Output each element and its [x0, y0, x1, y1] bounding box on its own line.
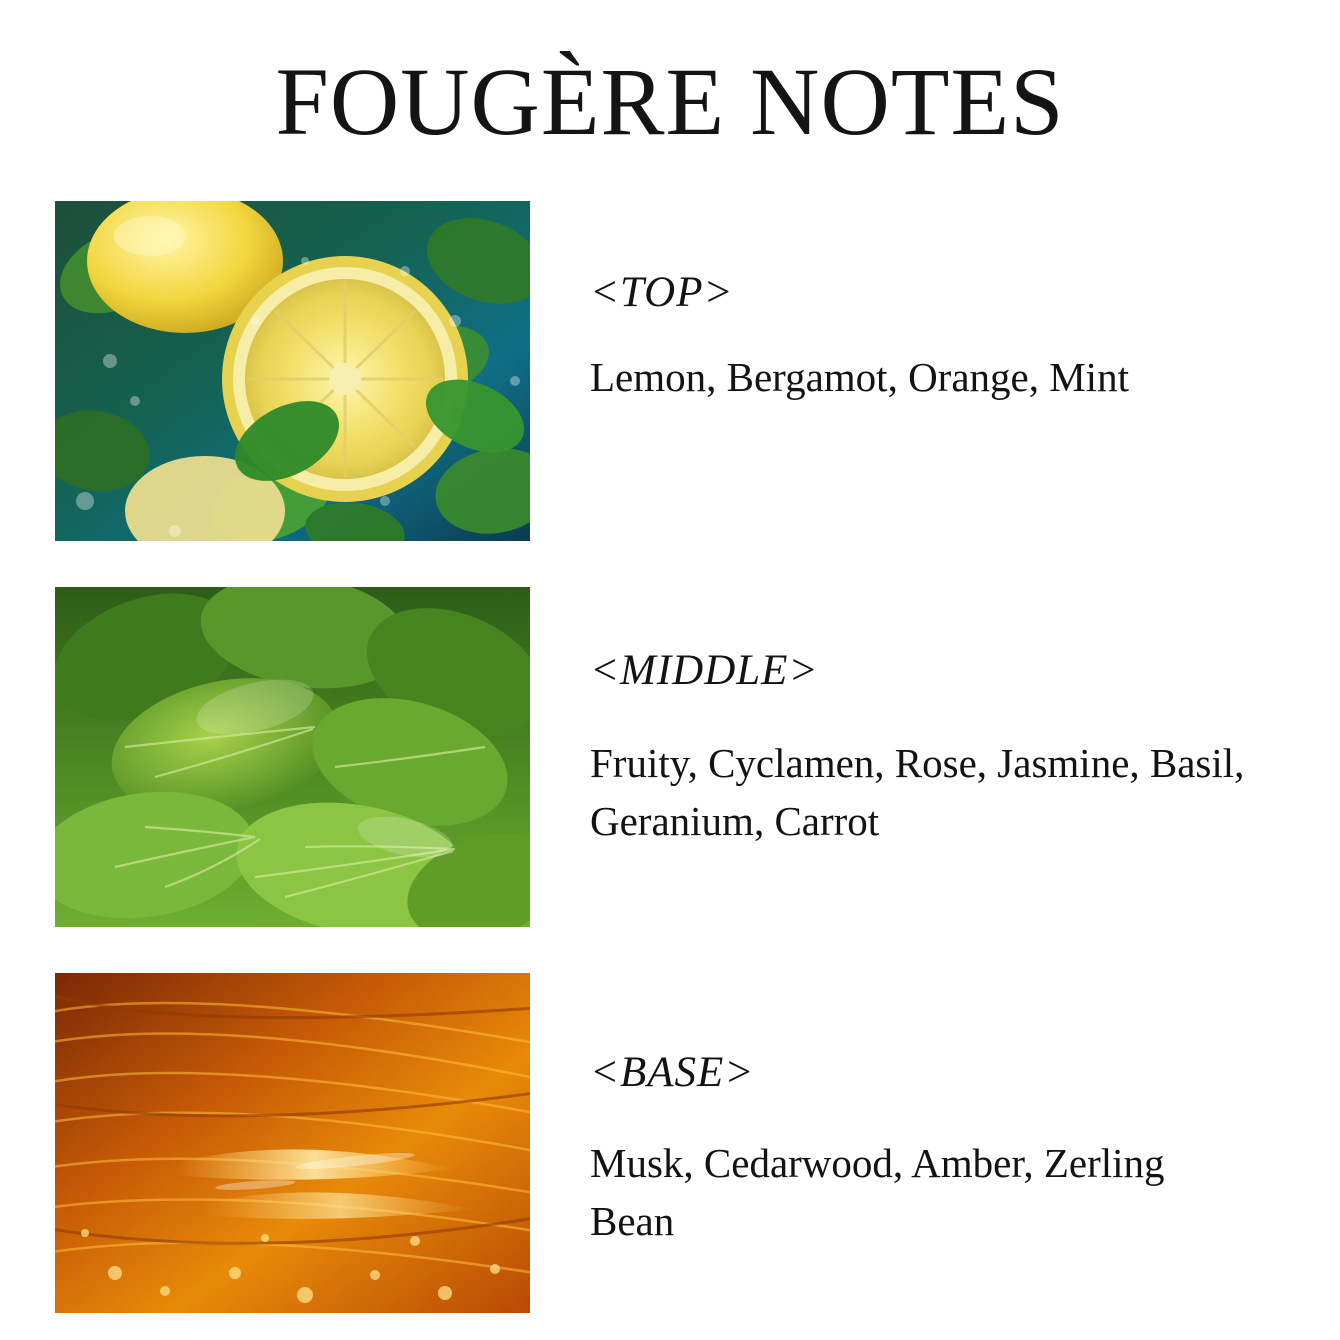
basil-leaves-photo: [55, 587, 530, 927]
page-title: FOUGÈRE NOTES: [275, 48, 1065, 155]
middle-note-text: [530, 587, 1340, 850]
top-note-label: <TOP>: [590, 268, 734, 316]
top-note-text: [530, 201, 1340, 406]
base-note-image: [55, 973, 530, 1313]
notes-rows: [0, 201, 1340, 1313]
base-note-label: <BASE>: [590, 1048, 755, 1096]
base-note-list: Musk, Cedarwood, Amber, Zerling Bean: [590, 1139, 1165, 1245]
lemon-slice-mint-water-photo: [55, 201, 530, 541]
middle-note-image: [55, 587, 530, 927]
middle-note-label: <MIDDLE>: [590, 646, 819, 694]
notes-row-middle: [0, 587, 1340, 927]
middle-note-list: Fruity, Cyclamen, Rose, Jasmine, Basil, Geranium, Carrot: [590, 739, 1245, 845]
top-note-list: Lemon, Bergamot, Orange, Mint: [590, 353, 1129, 400]
base-note-text: [530, 973, 1340, 1250]
top-note-image: [55, 201, 530, 541]
amber-resin-photo: [55, 973, 530, 1313]
notes-row-base: [0, 973, 1340, 1313]
notes-row-top: [0, 201, 1340, 541]
